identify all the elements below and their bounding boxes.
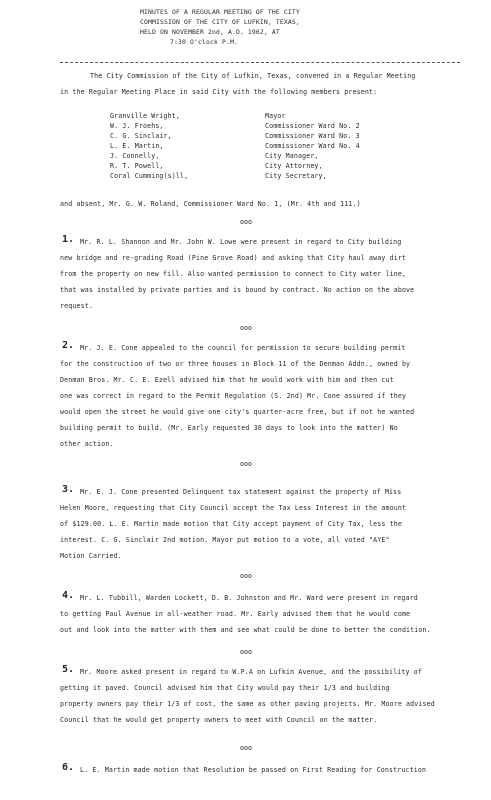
member-role: City Secretary, <box>265 172 327 180</box>
item-line: other action. <box>60 440 114 448</box>
member-name: R. T. Powell, <box>110 162 164 170</box>
item-number: 3. <box>62 484 75 495</box>
item-line: Mr. E. J. Cone presented Delinquent tax statement against the property of Miss <box>80 488 402 496</box>
item-line: out and look into the matter with them and see what could be done to better the condition. <box>60 626 431 634</box>
section-separator: ooo <box>240 460 252 468</box>
item-line: Mr. L. Tubbill, Warden Lockett, D. B. Johnston and Mr. Ward were present in regard <box>80 594 418 602</box>
item-number: 6. <box>62 762 75 773</box>
intro-line-1: The City Commission of the City of Lufkin, Texas, convened in a Regular Meeting <box>90 72 416 80</box>
member-name: L. E. Martin, <box>110 142 164 150</box>
item-line: to getting Paul Avenue in all-weather road. Mr. Early advised them that he would come <box>60 610 411 618</box>
header-rule <box>60 62 460 63</box>
item-line: Helen Moore, requesting that City Council accept the Tax Less Interest in the amount <box>60 504 407 512</box>
item-line: for the construction of two or three houses in Block 11 of the Denman Addn., owned by <box>60 360 411 368</box>
item-line: building permit to build. (Mr. Early requested 30 days to look into the matter) No <box>60 424 398 432</box>
member-name: Coral Cumming(s)ll, <box>110 172 189 180</box>
absent-line: and absent, Mr. G. W. Roland, Commissioner Ward No. 1, (Mr. 4th and 111.) <box>60 200 361 208</box>
item-line: of $129.00. L. E. Martin made motion that City accept payment of City Tax, less the <box>60 520 402 528</box>
member-role: City Manager, <box>265 152 319 160</box>
item-line: that was installed by private parties and is bound by contract. No action on the above <box>60 286 415 294</box>
header-line-3: HELD ON NOVEMBER 2nd, A.D. 1962, AT <box>140 28 280 36</box>
item-line: request. <box>60 302 93 310</box>
member-role: Commissioner Ward No. 3 <box>265 132 360 140</box>
item-line: from the property on new fill. Also wanted permission to connect to City water line, <box>60 270 407 278</box>
member-role: Commissioner Ward No. 4 <box>265 142 360 150</box>
item-line: Denman Bros. Mr. C. E. Ezell advised him that he would work with him and then cut <box>60 376 394 384</box>
header-line-4: 7:30 O'clock P.M. <box>170 38 238 46</box>
section-separator: ooo <box>240 648 252 656</box>
member-name: W. J. Froehs, <box>110 122 164 130</box>
item-line: Motion Carried. <box>60 552 122 560</box>
item-line: getting it paved. Council advised him that City would pay their 1/3 and building <box>60 684 390 692</box>
member-name: Granville Wright, <box>110 112 181 120</box>
item-line: property owners pay their 1/3 of cost, the same as other paving projects. Mr. Moore advised <box>60 700 435 708</box>
header-line-1: MINUTES OF A REGULAR MEETING OF THE CITY <box>140 8 300 16</box>
section-separator: ooo <box>240 572 252 580</box>
intro-line-2: in the Regular Meeting Place in said City with the following members present: <box>60 88 378 96</box>
item-line: would open the street he would give one city's quarter-acre free, but if not he wanted <box>60 408 415 416</box>
member-name: C. G. Sinclair, <box>110 132 172 140</box>
member-role: City Attorney, <box>265 162 323 170</box>
item-line: L. E. Martin made motion that Resolution be passed on First Reading for Construction <box>80 766 427 774</box>
item-line: one was correct in regard to the Permit Regulation (S. 2nd) Mr. Cone assured if they <box>60 392 407 400</box>
item-line: Mr. J. E. Cone appealed to the council for permission to secure building permit <box>80 344 406 352</box>
section-separator: ooo <box>240 218 252 226</box>
item-line: new bridge and re-grading Road (Pine Grove Road) and asking that City haul away dirt <box>60 254 407 262</box>
item-number: 4. <box>62 590 75 601</box>
item-line: Council that he would get property owners to meet with Council on the matter. <box>60 716 378 724</box>
item-line: Mr. Moore asked present in regard to W.P.A on Lufkin Avenue, and the possibility of <box>80 668 422 676</box>
item-number: 1. <box>62 234 75 245</box>
item-line: interest. C. G. Sinclair 2nd motion. Mayor put motion to a vote, all voted "AYE" <box>60 536 390 544</box>
item-number: 5. <box>62 664 75 675</box>
member-name: J. Connelly, <box>110 152 160 160</box>
member-role: Mayor <box>265 112 286 120</box>
section-separator: ooo <box>240 744 252 752</box>
section-separator: ooo <box>240 324 252 332</box>
item-line: Mr. R. L. Shannon and Mr. John W. Lowe were present in regard to City building <box>80 238 402 246</box>
member-role: Commissioner Ward No. 2 <box>265 122 360 130</box>
item-number: 2. <box>62 340 75 351</box>
header-line-2: COMMISSION OF THE CITY OF LUFKIN, TEXAS, <box>140 18 300 26</box>
